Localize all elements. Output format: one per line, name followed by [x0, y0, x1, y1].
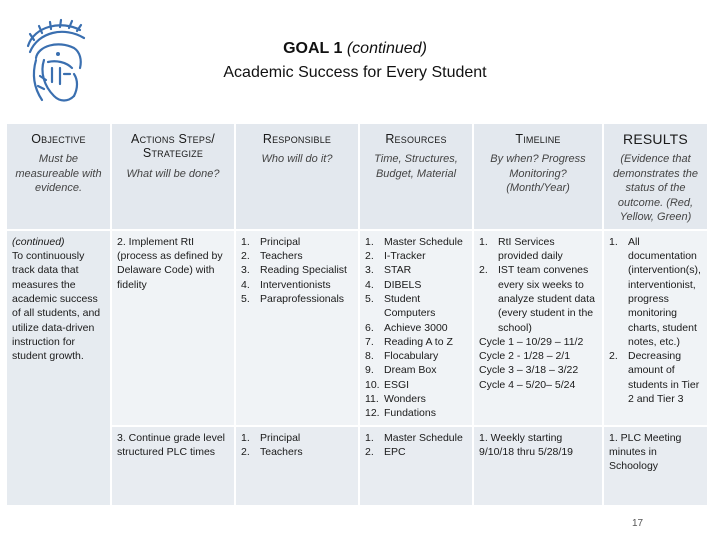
- list-text: Reading Specialist: [260, 264, 347, 277]
- header-resources-title: Resources: [385, 132, 447, 146]
- list-number: 5.: [241, 292, 250, 305]
- table-row: [7, 426, 707, 505]
- header-actions-title: Actions Steps/ Strategize: [131, 132, 215, 161]
- page-number: 17: [632, 518, 644, 529]
- header-resources-sub: Time, Structures, Budget, Material: [374, 153, 458, 180]
- timeline-cycles: [479, 335, 597, 392]
- list-item: [241, 249, 353, 263]
- list-text: IST team convenes every six weeks to analyze student data (every student in the school): [498, 264, 595, 334]
- list-text: Paraprofessionals: [260, 292, 345, 305]
- responsible-list: [241, 235, 353, 306]
- list-number: 4.: [365, 278, 374, 291]
- list-item: [365, 349, 467, 363]
- objective-continued-label: (continued): [12, 235, 65, 248]
- list-number: 7.: [365, 335, 374, 348]
- objective-text: To continuously track data that measures the academic success of all students, and utilize data-driven instruction for student growth.: [12, 250, 101, 363]
- list-number: 1.: [365, 235, 374, 248]
- list-number: 5.: [365, 292, 374, 305]
- list-number: 2.: [609, 350, 618, 363]
- list-number: 2.: [241, 445, 250, 458]
- header-responsible-sub: Who will do it?: [261, 153, 333, 166]
- list-item: [365, 235, 467, 249]
- responsible-cell: [235, 230, 359, 426]
- list-number: 1.: [609, 235, 618, 248]
- table-row: [7, 230, 707, 426]
- list-text: Student Computers: [384, 292, 436, 320]
- list-text: Wonders: [384, 393, 426, 406]
- header-results: [603, 124, 707, 230]
- header-results-title: RESULTS: [623, 131, 688, 147]
- list-item: [365, 406, 467, 420]
- list-text: Reading A to Z: [384, 335, 453, 348]
- header-timeline-sub: By when? Progress Monitoring? (Month/Year): [490, 153, 586, 195]
- list-item: [365, 431, 467, 445]
- goal-label: GOAL 1: [283, 40, 343, 57]
- list-text: Decreasing amount of students in Tier 2 and Tier 3: [628, 350, 700, 406]
- header-resources: [359, 124, 473, 230]
- document-title: [120, 40, 590, 82]
- list-text: Fundations: [384, 407, 436, 420]
- timeline-cell: 1. Weekly starting 9/10/18 thru 5/28/19: [473, 426, 603, 505]
- header-objective-sub: Must be measureable with evidence.: [15, 153, 102, 195]
- list-number: 3.: [241, 264, 250, 277]
- list-item: [241, 445, 353, 459]
- responsible-cell: [235, 426, 359, 505]
- header-timeline: [473, 124, 603, 230]
- list-item: [365, 392, 467, 406]
- list-text: DIBELS: [384, 278, 422, 291]
- header-objective: [7, 124, 111, 230]
- header-responsible: [235, 124, 359, 230]
- list-text: Achieve 3000: [384, 321, 448, 334]
- list-item: [479, 263, 597, 334]
- action-cell: 2. Implement RtI (process as defined by Delaware Code) with fidelity: [111, 230, 235, 426]
- list-text: Interventionists: [260, 278, 331, 291]
- resources-list: [365, 235, 467, 421]
- list-number: 8.: [365, 350, 374, 363]
- list-item: [479, 235, 597, 264]
- timeline-cycle: Cycle 2 - 1/28 – 2/1: [479, 350, 571, 363]
- timeline-list: [479, 235, 597, 335]
- list-item: [241, 278, 353, 292]
- results-cell: [603, 230, 707, 426]
- table-header-row: [7, 124, 707, 230]
- spartan-helmet-logo: [14, 16, 96, 108]
- list-item: [365, 335, 467, 349]
- list-text: Teachers: [260, 250, 303, 263]
- timeline-cycle: Cycle 1 – 10/29 – 11/2: [479, 335, 584, 348]
- goal-subtitle: Academic Success for Every Student: [223, 64, 487, 81]
- list-item: [365, 278, 467, 292]
- list-item: [365, 263, 467, 277]
- list-item: [365, 249, 467, 263]
- list-number: 12.: [365, 407, 380, 420]
- list-item: [241, 431, 353, 445]
- list-number: 9.: [365, 364, 374, 377]
- list-item: [365, 378, 467, 392]
- list-text: STAR: [384, 264, 412, 277]
- list-text: Flocabulary: [384, 350, 439, 363]
- list-item: [241, 292, 353, 306]
- list-number: 6.: [365, 321, 374, 334]
- resources-cell: [359, 426, 473, 505]
- list-number: 2.: [241, 250, 250, 263]
- results-cell: 1. PLC Meeting minutes in Schoology: [603, 426, 707, 505]
- header-objective-title: Objective: [31, 132, 86, 146]
- goal-table: [7, 124, 707, 505]
- list-text: RtI Services provided daily: [498, 235, 563, 263]
- list-number: 11.: [365, 393, 379, 406]
- list-item: [609, 235, 702, 349]
- list-item: [241, 263, 353, 277]
- list-text: Master Schedule: [384, 235, 463, 248]
- list-number: 4.: [241, 278, 250, 291]
- list-number: 1.: [365, 431, 374, 444]
- list-text: Teachers: [260, 445, 303, 458]
- goal-continued-label: (continued): [346, 40, 427, 57]
- header-responsible-title: Responsible: [262, 132, 332, 146]
- list-item: [365, 292, 467, 321]
- list-number: 10.: [365, 378, 380, 391]
- list-number: 3.: [365, 264, 374, 277]
- header-actions-sub: What will be done?: [126, 167, 220, 180]
- list-text: Principal: [260, 431, 301, 444]
- list-item: [365, 321, 467, 335]
- list-number: 1.: [479, 235, 488, 248]
- results-list: [609, 235, 702, 407]
- timeline-cell: [473, 230, 603, 426]
- objective-cell: [7, 230, 111, 505]
- header-results-sub: (Evidence that demonstrates the status of the outcome. (Red, Yellow, Green): [613, 153, 698, 224]
- timeline-cycle: Cycle 4 – 5/20– 5/24: [479, 378, 576, 391]
- list-text: I-Tracker: [384, 250, 426, 263]
- timeline-cycle: Cycle 3 – 3/18 – 3/22: [479, 364, 579, 377]
- goal-heading: [120, 40, 590, 58]
- list-item: [365, 363, 467, 377]
- header-timeline-title: Timeline: [515, 132, 561, 146]
- list-text: EPC: [384, 445, 406, 458]
- list-text: All documentation (intervention(s), interventionist, progress monitoring charts, student notes, etc.): [628, 235, 701, 348]
- list-number: 1.: [241, 235, 250, 248]
- resources-list: [365, 431, 467, 460]
- responsible-list: [241, 431, 353, 460]
- list-text: Principal: [260, 235, 301, 248]
- list-text: Dream Box: [384, 364, 437, 377]
- header-actions: [111, 124, 235, 230]
- list-text: Master Schedule: [384, 431, 463, 444]
- list-number: 2.: [365, 250, 374, 263]
- resources-cell: [359, 230, 473, 426]
- action-cell: 3. Continue grade level structured PLC times: [111, 426, 235, 505]
- list-item: [241, 235, 353, 249]
- list-text: ESGI: [384, 378, 410, 391]
- list-number: 1.: [241, 431, 250, 444]
- list-number: 2.: [365, 445, 374, 458]
- list-number: 2.: [479, 264, 488, 277]
- list-item: [365, 445, 467, 459]
- spartan-helmet-icon: [14, 16, 96, 108]
- list-item: [609, 349, 702, 406]
